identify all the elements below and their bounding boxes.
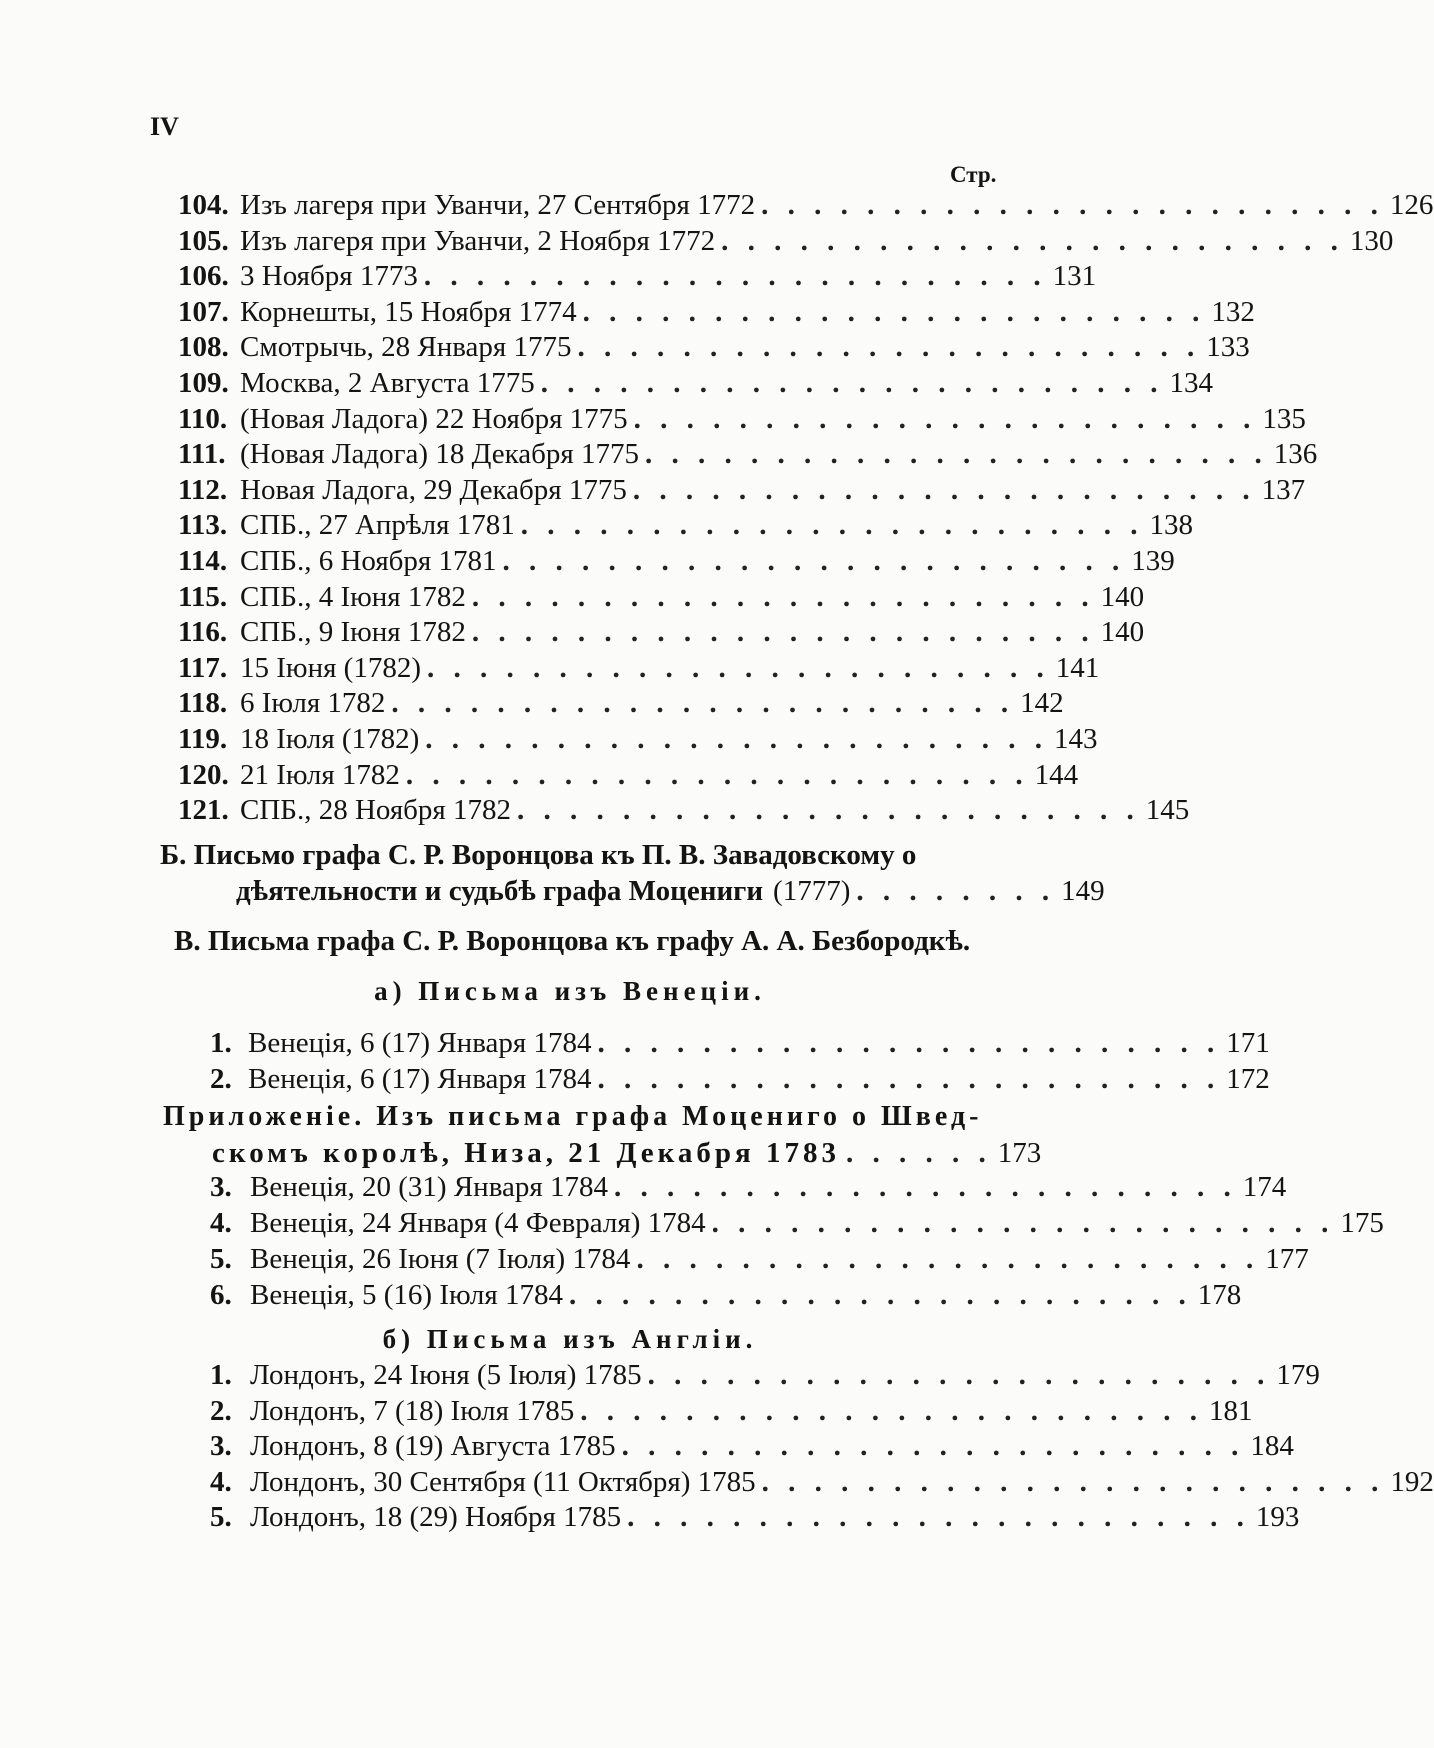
dot-leader: . . . . . . . . . . . . . . . . . . . . . . . . (632, 473, 1256, 506)
toc-entry-text: Венеція, 24 Января (4 Февраля) 1784 (250, 1207, 706, 1239)
toc-entry-number: 4. (210, 1465, 232, 1498)
toc-entry-number: 118. (178, 687, 228, 720)
dot-leader: . . . . . . . . . . . . . . . . . . . . . . . . (761, 189, 1384, 221)
dot-leader: . . . . . . . . . . . . . . . . . . . . . . . . (471, 580, 1095, 613)
dot-leader: . . . . . . . . . . . . . . . . . . . . . . . . (647, 1359, 1271, 1391)
toc-entry-number: 2. (210, 1394, 232, 1427)
toc-entry-number: 6. (210, 1279, 232, 1311)
toc-entry-text: Лондонъ, 24 Іюня (5 Іюля) 1785 (250, 1359, 642, 1391)
toc-entry (178, 580, 1145, 614)
appendix-line2 (212, 1136, 1042, 1170)
toc-entry (178, 224, 1394, 258)
toc-entry-page: 137 (1261, 473, 1306, 506)
toc-entry-number: 3. (210, 1430, 232, 1463)
toc-entry-text: 15 Іюня (1782) (240, 651, 421, 684)
dot-leader: . . . . . . . . . . . . . . . . . . . . . . . . (721, 224, 1344, 257)
toc-entry-number: 113. (178, 509, 228, 542)
toc-entry-page: 138 (1149, 509, 1193, 542)
dot-leader: . . . . . . . . . . . . . . . . . . . . . . . . (391, 687, 1015, 720)
toc-entry-number: 115. (178, 580, 228, 613)
toc-entry-text: 6 Іюля 1782 (240, 687, 386, 720)
toc-entry (178, 651, 1100, 685)
dot-leader: . . . . . . . . . . . . . . . . . . . . . . . . (633, 402, 1257, 435)
dot-leader: . . . . . . . . . . . . . . . . . . . . . . . . (471, 616, 1095, 649)
toc-entry (178, 366, 1213, 400)
section-b-page: 149 (1061, 875, 1105, 907)
dot-leader: . . . . . . . . . . . . . . . . . . . . . . . . (520, 509, 1144, 542)
toc-entry (178, 793, 1190, 827)
dot-leader: . . . . . . . . . . . . . . . . . . . . . . . . (613, 1171, 1237, 1203)
toc-entry-page: 131 (1052, 260, 1097, 293)
toc-entry-number: 2. (210, 1063, 232, 1095)
toc-entry-number: 1. (210, 1027, 232, 1059)
dot-leader: . . . . . . . . . . . . . . . . . . . . . . . . (569, 1279, 1192, 1311)
toc-entry (210, 1465, 1434, 1499)
toc-entry-text: Изъ лагеря при Уванчи, 27 Сентября 1772 (240, 189, 756, 221)
toc-entry-text: Лондонъ, 7 (18) Іюля 1785 (250, 1394, 575, 1427)
toc-entry (178, 330, 1250, 364)
toc-entry (210, 1278, 1242, 1312)
toc-entry-page: 175 (1340, 1207, 1384, 1239)
toc-entry-page: 126 (1389, 189, 1434, 221)
toc-entry (210, 1062, 1270, 1096)
toc-entry-text: Лондонъ, 8 (19) Августа 1785 (250, 1430, 616, 1463)
toc-entry-number: 111. (178, 438, 226, 471)
toc-entry-number: 1. (210, 1359, 232, 1391)
toc-entry-number: 106. (178, 260, 229, 293)
page-number: IV (150, 112, 179, 141)
subsection-b-heading: б) Письма изъ Англіи. (382, 1324, 758, 1354)
dot-leader: . . . . . . . . . . . . . . . . . . . . . . . . (621, 1430, 1245, 1463)
toc-entry-number: 107. (178, 295, 229, 328)
toc-entry (178, 473, 1306, 507)
toc-entry-number: 104. (178, 189, 229, 221)
subsection-a-heading: а) Письма изъ Венеціи. (374, 976, 766, 1006)
toc-entry-page: 134 (1169, 367, 1213, 399)
toc-entry-page: 193 (1255, 1501, 1300, 1534)
page-column-header: Стр. (950, 162, 997, 187)
toc-entry (210, 1170, 1287, 1204)
dot-leader: . . . . . . . . (856, 875, 1056, 907)
toc-entry-text: Венеція, 26 Іюня (7 Іюля) 1784 (250, 1243, 631, 1275)
toc-entry-text: Корнешты, 15 Ноября 1774 (240, 295, 577, 328)
dot-leader: . . . . . . . . . . . . . . . . . . . . . . . . (597, 1063, 1221, 1095)
toc-entry-page: 184 (1250, 1430, 1294, 1463)
toc-entry-text: Новая Ладога, 29 Декабря 1775 (240, 473, 627, 506)
toc-entry-text: СПБ., 6 Ноября 1781 (240, 545, 497, 577)
toc-entry-number: 105. (178, 224, 229, 257)
toc-entry-number: 3. (210, 1171, 232, 1203)
toc-entry-number: 117. (178, 651, 228, 684)
toc-entry-page: 143 (1053, 723, 1098, 755)
toc-entry (210, 1429, 1294, 1463)
toc-entry-number: 108. (178, 331, 229, 364)
toc-entry-page: 177 (1265, 1243, 1309, 1275)
toc-entry-number: 4. (210, 1207, 232, 1239)
toc-entry-page: 172 (1226, 1063, 1270, 1095)
toc-entry (178, 615, 1145, 649)
toc-entry-text: СПБ., 4 Іюня 1782 (240, 580, 466, 613)
toc-entry-number: 119. (178, 723, 228, 755)
toc-entry-page: 174 (1242, 1171, 1287, 1203)
dot-leader: . . . . . . . . . . . . . . . . . . . . . . . . (425, 723, 1048, 755)
dot-leader: . . . . . . . . . . . . . . . . . . . . . . . . (423, 260, 1047, 293)
section-b-heading-line2 (236, 874, 1105, 908)
dot-leader: . . . . . . . . . . . . . . . . . . . . . . . . (427, 651, 1050, 684)
toc-entry (178, 437, 1318, 471)
toc-entry-number: 112. (178, 473, 228, 506)
dot-leader: . . . . . . . . . . . . . . . . . . . . . . . . (577, 331, 1201, 364)
toc-entry-text: Венеція, 5 (16) Іюля 1784 (250, 1279, 563, 1311)
toc-entry-page: 179 (1276, 1359, 1320, 1391)
section-b-heading-line1: Б. Письмо графа С. Р. Воронцова къ П. В. Завадовскому о (160, 839, 917, 871)
dot-leader: . . . . . . . . . . . . . . . . . . . . . . . . (636, 1243, 1260, 1275)
toc-entry-number: 5. (210, 1243, 232, 1275)
toc-entry-number: 109. (178, 367, 229, 399)
appendix-line1: Приложеніе. Изъ письма графа Моцениго о Швед- (163, 1101, 983, 1132)
toc-entry-text: Венеція, 20 (31) Января 1784 (250, 1171, 608, 1203)
toc-entry (178, 758, 1079, 792)
toc-entry-page: 140 (1100, 616, 1145, 649)
toc-entry-text: Венеція, 6 (17) Января 1784 (248, 1063, 592, 1095)
toc-entry-page: 140 (1100, 580, 1145, 613)
toc-entry-page: 133 (1206, 331, 1250, 364)
toc-entry (178, 722, 1098, 756)
toc-entry-page: 144 (1034, 758, 1079, 791)
toc-entry-text: СПБ., 9 Іюня 1782 (240, 616, 466, 649)
toc-entry (178, 295, 1255, 329)
toc-entry-number: 5. (210, 1501, 232, 1534)
appendix-line2-text: скомъ королѣ, Низа, 21 Декабря 1783 (212, 1137, 840, 1169)
toc-entry-number: 114. (178, 545, 228, 577)
toc-entry-text: 18 Іюля (1782) (240, 723, 420, 755)
toc-entry-text: СПБ., 27 Апрѣля 1781 (240, 509, 515, 542)
dot-leader: . . . . . . . . . . . . . . . . . . . . . . . . (711, 1207, 1335, 1239)
toc-entry-page: 136 (1273, 438, 1318, 471)
appendix-page: 173 (997, 1137, 1042, 1169)
toc-entry-text: Лондонъ, 30 Сентября (11 Октября) 1785 (250, 1465, 756, 1498)
toc-entry (210, 1394, 1253, 1428)
toc-entry (210, 1242, 1309, 1276)
dot-leader: . . . . . . . . . . . . . . . . . . . . . . . . (627, 1501, 1250, 1534)
toc-entry-page: 142 (1020, 687, 1064, 720)
toc-entry (178, 402, 1306, 436)
toc-entry (210, 1026, 1270, 1060)
dot-leader: . . . . . . . . . . . . . . . . . . . . . . . . (644, 438, 1268, 471)
toc-entry-page: 141 (1055, 651, 1100, 684)
toc-entry-number: 121. (178, 794, 229, 827)
dot-leader: . . . . . . (846, 1137, 992, 1169)
toc-entry-number: 120. (178, 758, 229, 791)
toc-entry-text: Лондонъ, 18 (29) Ноября 1785 (250, 1501, 622, 1534)
dot-leader: . . . . . . . . . . . . . . . . . . . . . . . . (517, 794, 1140, 827)
toc-entry (178, 508, 1193, 542)
toc-entry-page: 130 (1349, 224, 1394, 257)
toc-entry-text: (Новая Ладога) 18 Декабря 1775 (240, 438, 639, 471)
toc-entry-text: (Новая Ладога) 22 Ноября 1775 (240, 402, 628, 435)
toc-entry (210, 1358, 1320, 1392)
dot-leader: . . . . . . . . . . . . . . . . . . . . . . . . (540, 367, 1164, 399)
toc-entry (210, 1500, 1300, 1534)
dot-leader: . . . . . . . . . . . . . . . . . . . . . . . . (761, 1465, 1385, 1498)
toc-entry-page: 192 (1390, 1465, 1434, 1498)
section-b-title-year: (1777) (773, 875, 851, 907)
toc-entry (178, 686, 1064, 720)
dot-leader: . . . . . . . . . . . . . . . . . . . . . . . . (405, 758, 1029, 791)
toc-entry-page: 132 (1211, 295, 1255, 328)
toc-entry-page: 181 (1208, 1394, 1253, 1427)
toc-entry (178, 188, 1434, 222)
toc-entry-page: 139 (1131, 545, 1175, 577)
toc-entry-number: 110. (178, 402, 228, 435)
dot-leader: . . . . . . . . . . . . . . . . . . . . . . . . (597, 1027, 1221, 1059)
dot-leader: . . . . . . . . . . . . . . . . . . . . . . . . (582, 295, 1206, 328)
toc-entry-page: 171 (1226, 1027, 1270, 1059)
toc-entry-text: 21 Іюля 1782 (240, 758, 400, 791)
toc-entry-text: Венеція, 6 (17) Января 1784 (248, 1027, 592, 1059)
toc-entry-text: 3 Ноября 1773 (240, 260, 418, 293)
toc-entry-page: 135 (1262, 402, 1306, 435)
toc-entry-text: Москва, 2 Августа 1775 (240, 367, 535, 399)
toc-entry (178, 544, 1175, 578)
dot-leader: . . . . . . . . . . . . . . . . . . . . . . . . (502, 545, 1126, 577)
toc-entry (210, 1206, 1384, 1240)
toc-entry (178, 259, 1097, 293)
toc-entry-text: СПБ., 28 Ноября 1782 (240, 794, 512, 827)
toc-entry-page: 145 (1145, 794, 1190, 827)
dot-leader: . . . . . . . . . . . . . . . . . . . . . . . . (580, 1394, 1203, 1427)
toc-entry-page: 178 (1197, 1279, 1242, 1311)
toc-entry-number: 116. (178, 616, 228, 649)
toc-entry-text: Смотрычь, 28 Января 1775 (240, 331, 572, 364)
section-v-heading: В. Письма графа С. Р. Воронцова къ графу А. А. Безбородкѣ. (174, 925, 971, 957)
section-b-title-bold: дѣятельности и судьбѣ графа Моцениги (236, 875, 764, 907)
toc-entry-text: Изъ лагеря при Уванчи, 2 Ноября 1772 (240, 224, 716, 257)
